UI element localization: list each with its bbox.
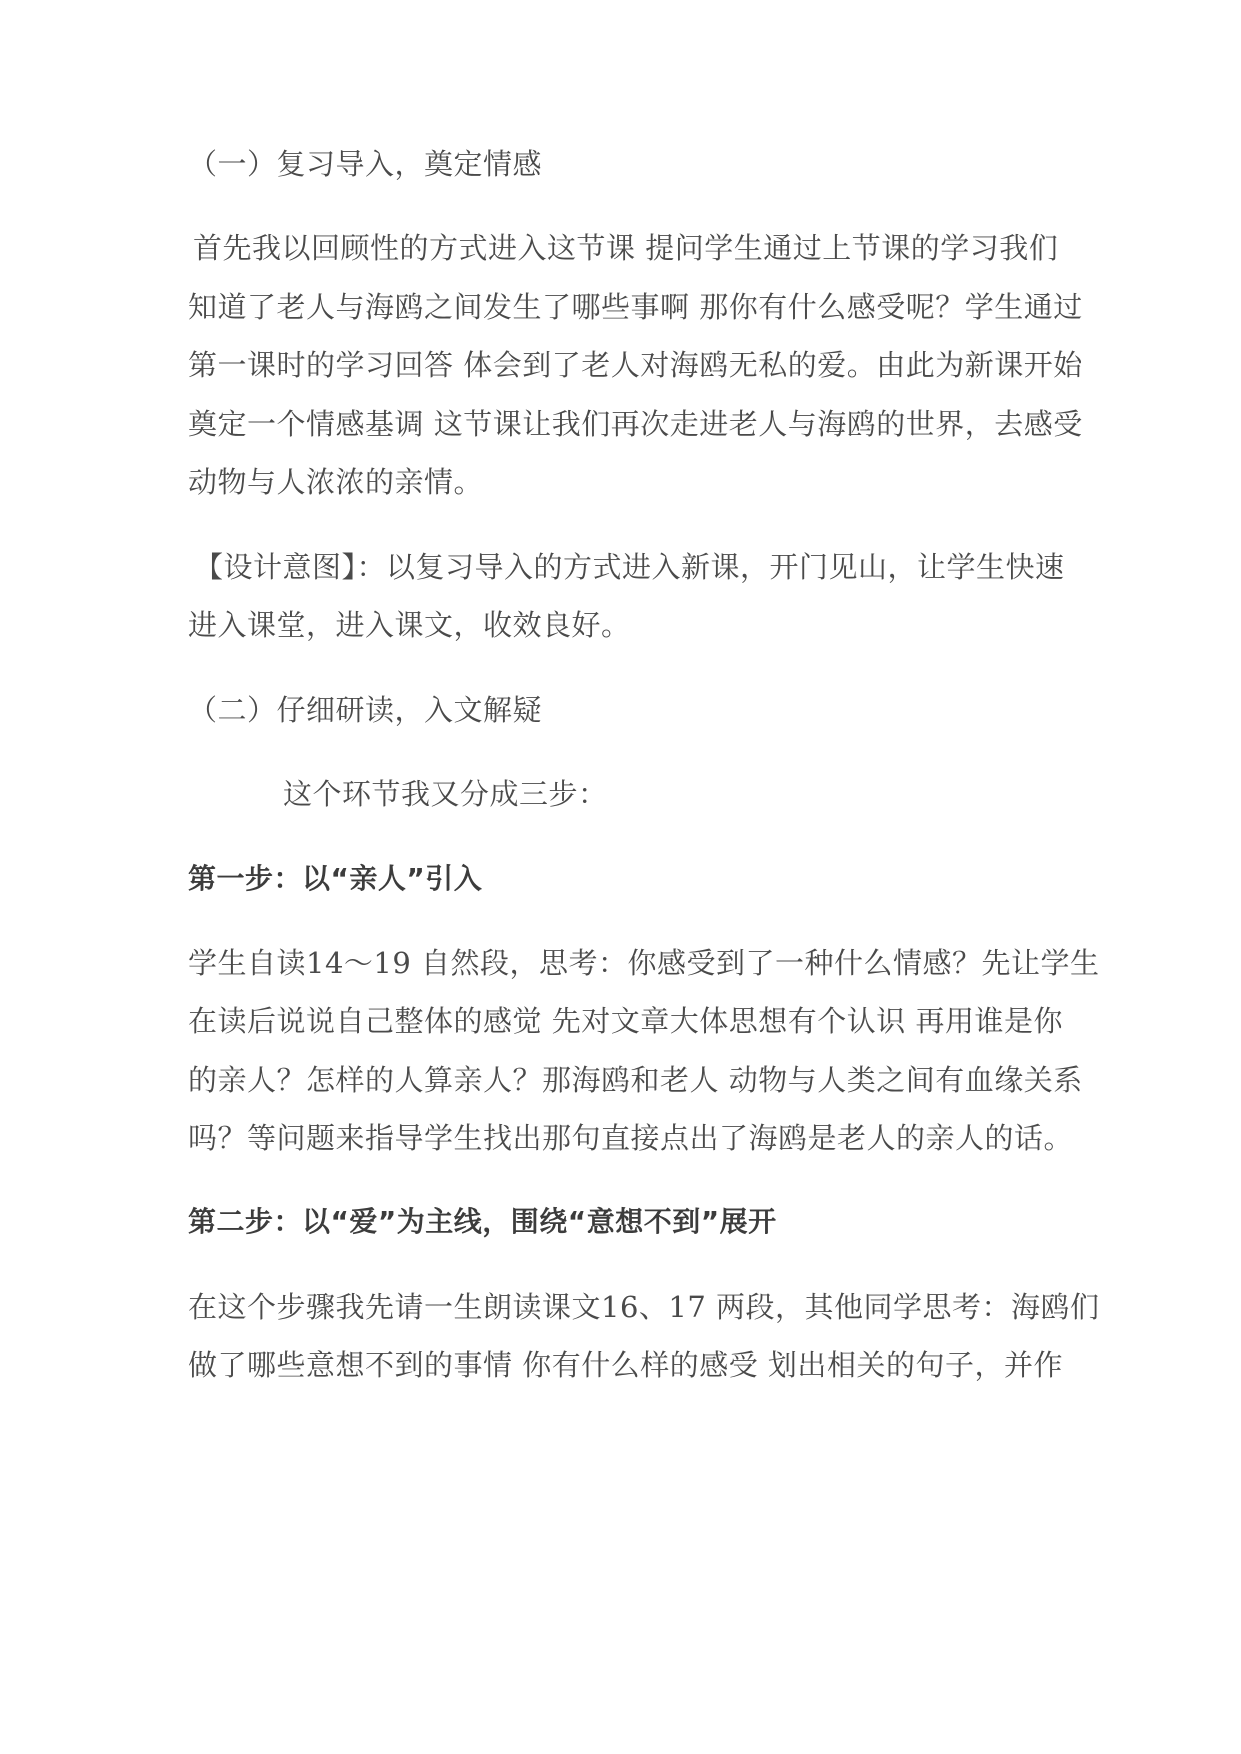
- paragraph-line: 学生自读14～19 自然段，思考：你感受到了一种什么情感？先让学生: [188, 946, 1100, 980]
- step1-title: 第一步：以“亲人”引入: [188, 862, 483, 895]
- section2-heading: （二）仔细研读，入文解疑: [188, 693, 543, 727]
- design-intent-line: 【设计意图】：以复习导入的方式进入新课，开门见山，让学生快速: [194, 550, 1065, 584]
- step2-title: 第二步：以“爱”为主线，围绕“意想不到”展开: [188, 1205, 777, 1238]
- paragraph-line: 在这个步骤我先请一生朗读课文16、17 两段，其他同学思考：海鸥们: [188, 1290, 1100, 1324]
- design-intent-line: 进入课堂，进入课文，收效良好。: [188, 608, 631, 642]
- paragraph-line: 知道了老人与海鸥之间发生了哪些事啊 那你有什么感受呢？学生通过: [188, 290, 1083, 324]
- paragraph-line: 奠定一个情感基调 这节课让我们再次走进老人与海鸥的世界，去感受: [188, 407, 1083, 441]
- section2-intro: 这个环节我又分成三步：: [283, 777, 608, 811]
- paragraph-line: 做了哪些意想不到的事情 你有什么样的感受 划出相关的句子，并作: [188, 1348, 1063, 1382]
- paragraph-line: 动物与人浓浓的亲情。: [188, 465, 484, 499]
- paragraph-line: 吗？等问题来指导学生找出那句直接点出了海鸥是老人的亲人的话。: [188, 1121, 1074, 1155]
- paragraph-line: 第一课时的学习回答 体会到了老人对海鸥无私的爱。由此为新课开始: [188, 348, 1083, 382]
- section1-heading: （一）复习导入，奠定情感: [188, 147, 543, 181]
- paragraph-line: 在读后说说自己整体的感觉 先对文章大体思想有个认识 再用谁是你: [188, 1004, 1063, 1038]
- paragraph-line: 首先我以回顾性的方式进入这节课 提问学生通过上节课的学习我们: [193, 231, 1059, 265]
- paragraph-line: 的亲人？怎样的人算亲人？那海鸥和老人 动物与人类之间有血缘关系: [188, 1063, 1083, 1097]
